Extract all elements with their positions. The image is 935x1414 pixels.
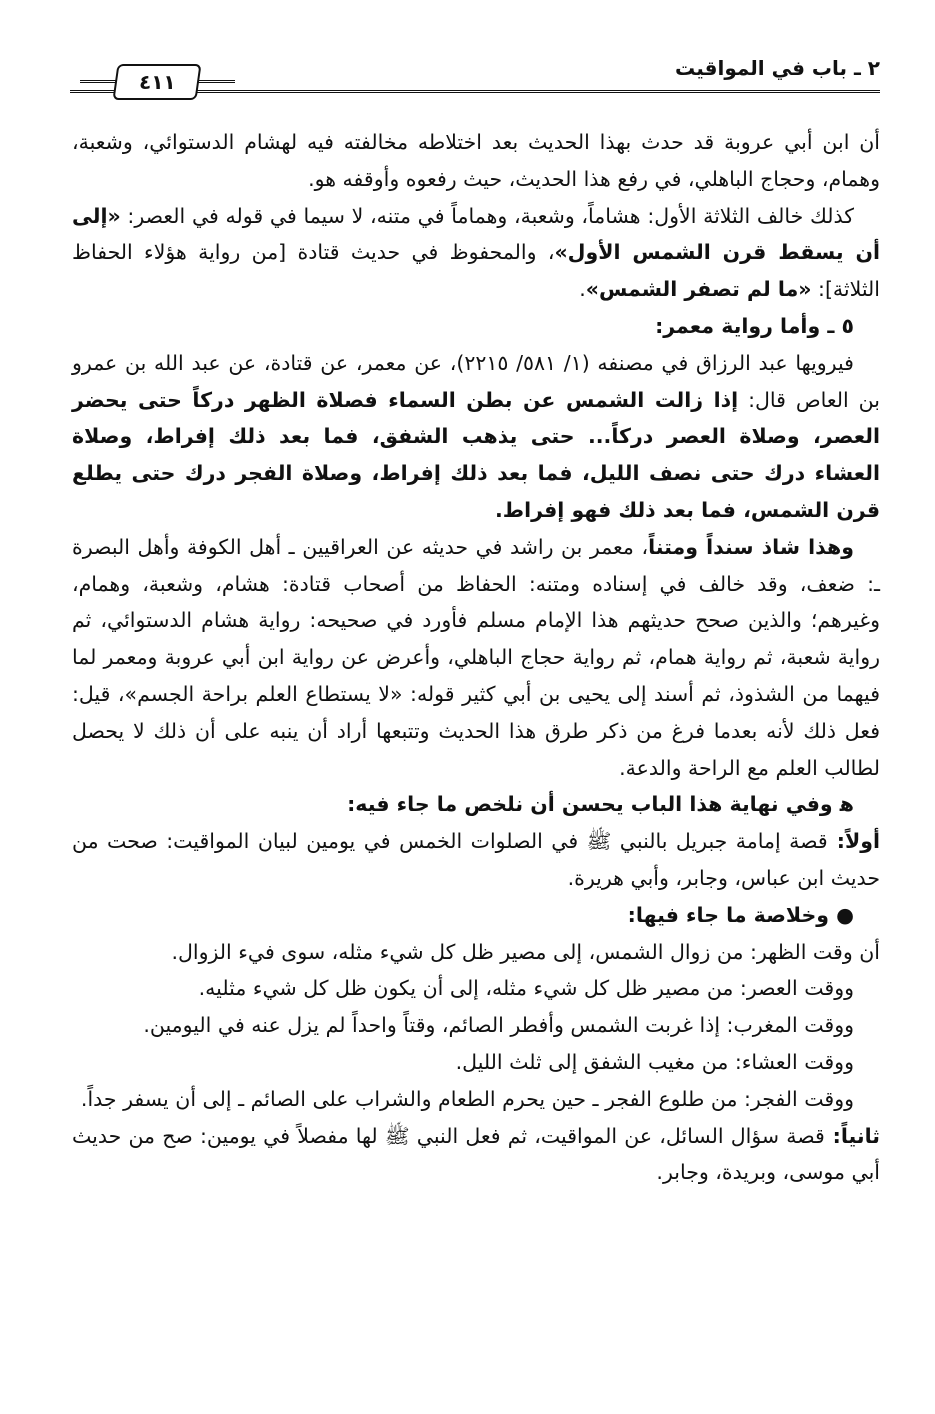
quote-bold: «إلى أن يسقط قرن الشمس الأول» xyxy=(72,203,880,265)
page-body xyxy=(72,124,880,1191)
chapter-title: ٢ ـ باب في المواقيت xyxy=(675,56,880,80)
text-run: فيرويها عبد الرزاق في مصنفه (١/ ٥٨١/ ٢٢١٥)، عن معمر، عن قتادة، عن عبد الله بن عمرو بن العاص قال: xyxy=(72,350,880,412)
quote-bold: إذا زالت الشمس عن بطن السماء فصلاة الظهر دركاً حتى يحضر العصر، وصلاة العصر دركاً... حتى يذهب الشفق، فما بعد ذلك إفراط، وصلاة العشاء درك حتى نصف الليل، فما بعد ذلك إفراط، وصلاة الفجر درك حتى يطلع قرن الشمس، فما بعد ذلك فهو إفراط. xyxy=(72,387,880,522)
quote-bold: «ما لم تصفر الشمس» xyxy=(585,277,812,302)
text-bold: وهذا شاذ سنداً ومتناً xyxy=(648,534,854,559)
text-run: قصة إمامة جبريل بالنبي ﷺ في الصلوات الخمس في يومين لبيان المواقيت: صحت من حديث ابن عباس، وجابر، وأبي هريرة. xyxy=(72,829,880,890)
paragraph: ووقت الفجر: من طلوع الفجر ـ حين يحرم الطعام والشراب على الصائم ـ إلى أن يسفر جداً. xyxy=(80,1086,854,1111)
text-run: ، معمر بن راشد في حديثه عن العراقيين ـ أهل الكوفة وأهل البصرة ـ: ضعف، وقد خالف في إسناده ومتنه: الحفاظ من أصحاب قتادة: هشام، وشعبة، وهمام، وغيرهم؛ والذين صحح حديثهم هذا الإمام مسلم فأورد في صحيحه: رواية هشام الدستوائي، ثم رواية شعبة، ثم رواية همام، ثم رواية حجاج الباهلي، وأعرض عن رواية ابن أبي عروبة ومعمر لما فيهما من الشذوذ، ثم أسند إلى يحيى بن أبي كثير قوله: «لا يستطاع العلم براحة الجسم»، قيل: فعل ذلك لأنه بعدما فرغ من ذكر طرق هذا الحديث وتتبعها أراد أن ينبه على أن ذلك لا يحصل لطالب العلم مع الراحة والدعة. xyxy=(72,534,880,780)
subheading: ● وخلاصة ما جاء فيها: xyxy=(627,902,854,927)
point-label: أولاً: xyxy=(827,829,880,854)
paragraph xyxy=(72,823,880,897)
paragraph: ووقت العصر: من مصير ظل كل شيء مثله، إلى أن يكون ظل كل شيء مثليه. xyxy=(198,976,854,1001)
summary-heading: ﻫ وفي نهاية هذا الباب يحسن أن نلخص ما جاء فيه: xyxy=(347,792,854,817)
point-label: ثانياً: xyxy=(824,1123,880,1148)
paragraph xyxy=(72,1118,880,1192)
page-header xyxy=(70,50,880,100)
paragraph: أن ابن أبي عروبة قد حدث بهذا الحديث بعد اختلاطه مخالفته فيه لهشام الدستوائي، وشعبة، وهمام، وحجاج الباهلي، في رفع هذا الحديث، حيث رفعوه وأوقفه هو. xyxy=(72,130,880,191)
text-run: قصة سؤال السائل، عن المواقيت، ثم فعل النبي ﷺ لها مفصلاً في يومين: صح من حديث أبي موسى، وبريدة، وجابر. xyxy=(72,1123,880,1185)
paragraph xyxy=(72,529,880,787)
text-run: كذلك خالف الثلاثة الأول: هشاماً، وشعبة، وهماماً في متنه، لا سيما في قوله في العصر: xyxy=(120,203,854,228)
paragraph xyxy=(72,198,880,308)
paragraph: أن وقت الظهر: من زوال الشمس، إلى مصير ظل كل شيء مثله، سوى فيء الزوال. xyxy=(171,939,880,964)
text-run: . xyxy=(579,277,586,302)
paragraph: ووقت المغرب: إذا غربت الشمس وأفطر الصائم، وقتاً واحداً لم يزل عنه في اليومين. xyxy=(143,1013,854,1038)
paragraph xyxy=(72,345,880,529)
page-number-badge xyxy=(112,64,201,100)
section-heading: ٥ ـ وأما رواية معمر: xyxy=(655,313,854,338)
badge-ornament-right xyxy=(195,80,235,83)
badge-ornament-left xyxy=(80,80,118,83)
text-run: ، والمحفوظ في حديث قتادة [من رواية هؤلاء الحفاظ الثلاثة]: xyxy=(72,240,880,302)
page-number: ٤١١ xyxy=(138,70,176,94)
paragraph: ووقت العشاء: من مغيب الشفق إلى ثلث الليل. xyxy=(455,1049,854,1074)
